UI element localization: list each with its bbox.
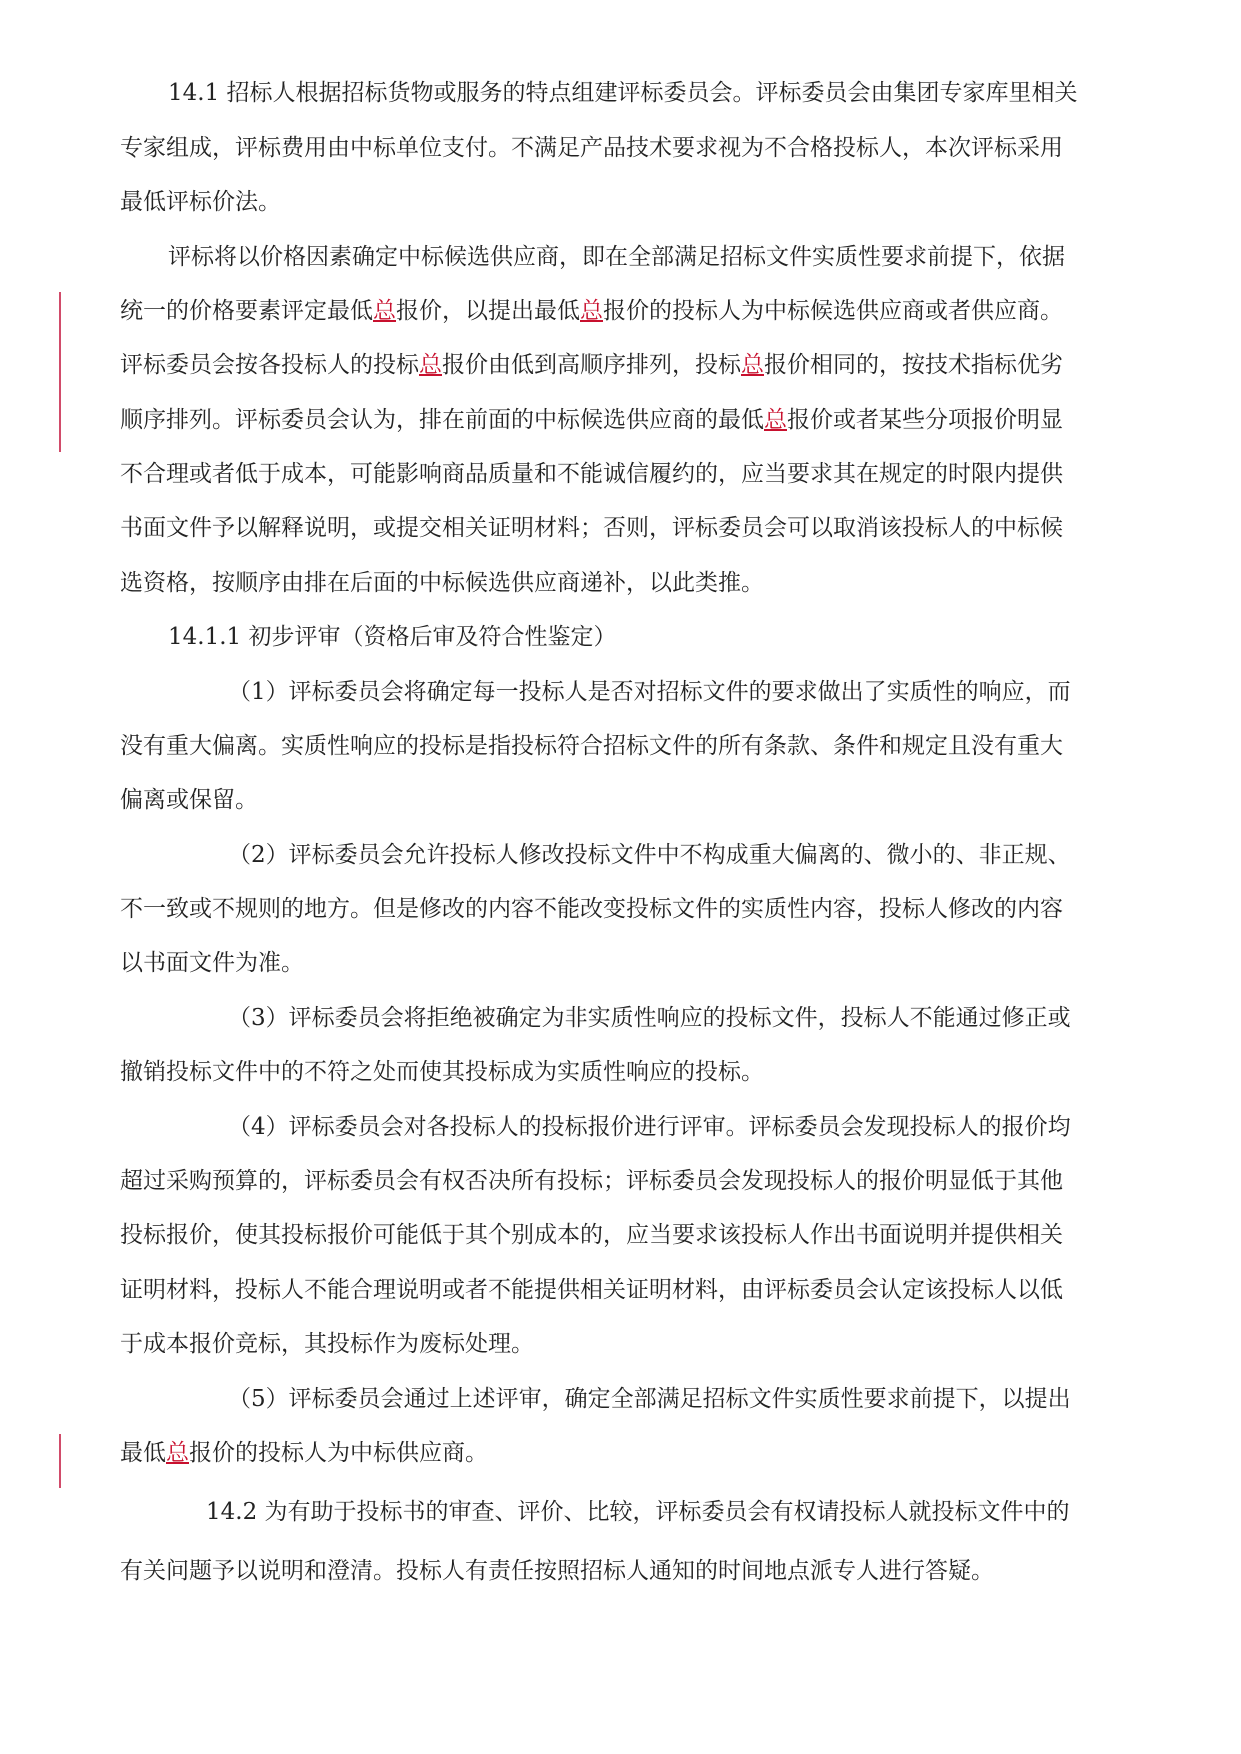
text-segment: 顺序排列。评标委员会认为，排在前面的中标候选供应商的最低 bbox=[120, 407, 764, 433]
text-line-l02 bbox=[120, 133, 1063, 163]
text-line-l09 bbox=[120, 513, 1063, 543]
text-line-l15 bbox=[120, 840, 1071, 870]
revision-bar bbox=[59, 292, 61, 452]
text-segment: 评标委员会按各投标人的投标 bbox=[120, 352, 419, 378]
text-segment: 偏离或保留。 bbox=[120, 787, 258, 813]
text-line-l07 bbox=[120, 405, 1063, 435]
text-line-l22 bbox=[120, 1220, 1063, 1250]
text-segment: 书面文件予以解释说明，或提交相关证明材料；否则，评标委员会可以取消该投标人的中标候 bbox=[120, 515, 1063, 541]
text-line-l27 bbox=[120, 1497, 1070, 1527]
text-segment: 最低评标价法。 bbox=[120, 189, 281, 215]
text-segment: 证明材料，投标人不能合理说明或者不能提供相关证明材料，由评标委员会认定该投标人以低 bbox=[120, 1277, 1063, 1303]
text-segment: 统一的价格要素评定最低 bbox=[120, 298, 373, 324]
revised-text: 总 bbox=[580, 298, 603, 324]
text-line-l08 bbox=[120, 459, 1063, 489]
text-segment: 以书面文件为准。 bbox=[120, 950, 304, 976]
revised-text: 总 bbox=[166, 1440, 189, 1466]
text-segment: 有关问题予以说明和澄清。投标人有责任按照招标人通知的时间地点派专人进行答疑。 bbox=[120, 1558, 994, 1584]
text-segment: 不合理或者低于成本，可能影响商品质量和不能诚信履约的，应当要求其在规定的时限内提供 bbox=[120, 461, 1063, 487]
text-segment: 撤销投标文件中的不符之处而使其投标成为实质性响应的投标。 bbox=[120, 1059, 764, 1085]
text-line-l16 bbox=[120, 894, 1063, 924]
text-line-l14 bbox=[120, 785, 258, 815]
text-segment: 不一致或不规则的地方。但是修改的内容不能改变投标文件的实质性内容，投标人修改的内容 bbox=[120, 896, 1063, 922]
text-line-l21 bbox=[120, 1166, 1063, 1196]
text-segment: 报价，以提出最低 bbox=[396, 298, 580, 324]
text-line-l20 bbox=[120, 1112, 1071, 1142]
text-segment: 专家组成，评标费用由中标单位支付。不满足产品技术要求视为不合格投标人，本次评标采用 bbox=[120, 135, 1063, 161]
text-segment: 没有重大偏离。实质性响应的投标是指投标符合招标文件的所有条款、条件和规定且没有重大 bbox=[120, 733, 1063, 759]
text-line-l06 bbox=[120, 350, 1063, 380]
text-segment: 于成本报价竞标，其投标作为废标处理。 bbox=[120, 1331, 534, 1357]
text-segment: （2）评标委员会允许投标人修改投标文件中不构成重大偏离的、微小的、非正规、 bbox=[228, 842, 1071, 868]
text-segment: 14.1 招标人根据招标货物或服务的特点组建评标委员会。评标委员会由集团专家库里相关 bbox=[168, 80, 1078, 106]
text-line-l05 bbox=[120, 296, 1063, 326]
revision-bar bbox=[59, 1434, 61, 1488]
text-line-l04 bbox=[120, 242, 1065, 272]
text-line-l13 bbox=[120, 731, 1063, 761]
text-line-l19 bbox=[120, 1057, 764, 1087]
text-segment: 14.1.1 初步评审（资格后审及符合性鉴定） bbox=[168, 624, 617, 650]
revised-text: 总 bbox=[741, 352, 764, 378]
text-line-l26 bbox=[120, 1438, 488, 1468]
text-segment: 报价相同的，按技术指标优劣 bbox=[764, 352, 1063, 378]
text-segment: 报价由低到高顺序排列，投标 bbox=[442, 352, 741, 378]
text-line-l18 bbox=[120, 1003, 1071, 1033]
text-line-l01 bbox=[120, 78, 1078, 108]
text-line-l24 bbox=[120, 1329, 534, 1359]
text-line-l23 bbox=[120, 1275, 1063, 1305]
text-segment: 报价的投标人为中标候选供应商或者供应商。 bbox=[603, 298, 1063, 324]
text-line-l11 bbox=[120, 622, 616, 652]
text-segment: 选资格，按顺序由排在后面的中标候选供应商递补，以此类推。 bbox=[120, 570, 764, 596]
text-segment: 超过采购预算的，评标委员会有权否决所有投标；评标委员会发现投标人的报价明显低于其他 bbox=[120, 1168, 1063, 1194]
text-segment: 评标将以价格因素确定中标候选供应商，即在全部满足招标文件实质性要求前提下，依据 bbox=[168, 244, 1065, 270]
revised-text: 总 bbox=[764, 407, 787, 433]
text-segment: （4）评标委员会对各投标人的投标报价进行评审。评标委员会发现投标人的报价均 bbox=[228, 1114, 1071, 1140]
revised-text: 总 bbox=[419, 352, 442, 378]
revised-text: 总 bbox=[373, 298, 396, 324]
text-segment: 14.2 为有助于投标书的审查、评价、比较，评标委员会有权请投标人就投标文件中的 bbox=[206, 1499, 1070, 1525]
text-line-l10 bbox=[120, 568, 764, 598]
text-segment: 投标报价，使其投标报价可能低于其个别成本的，应当要求该投标人作出书面说明并提供相关 bbox=[120, 1222, 1063, 1248]
text-line-l25 bbox=[120, 1384, 1071, 1414]
text-segment: （5）评标委员会通过上述评审，确定全部满足招标文件实质性要求前提下，以提出 bbox=[228, 1386, 1071, 1412]
text-line-l12 bbox=[120, 677, 1071, 707]
text-segment: 报价或者某些分项报价明显 bbox=[787, 407, 1063, 433]
text-segment: （3）评标委员会将拒绝被确定为非实质性响应的投标文件，投标人不能通过修正或 bbox=[228, 1005, 1071, 1031]
text-line-l03 bbox=[120, 187, 281, 217]
text-segment: （1）评标委员会将确定每一投标人是否对招标文件的要求做出了实质性的响应，而 bbox=[228, 679, 1071, 705]
text-line-l17 bbox=[120, 948, 304, 978]
text-segment: 最低 bbox=[120, 1440, 166, 1466]
text-segment: 报价的投标人为中标供应商。 bbox=[189, 1440, 488, 1466]
text-line-l28 bbox=[120, 1556, 994, 1586]
